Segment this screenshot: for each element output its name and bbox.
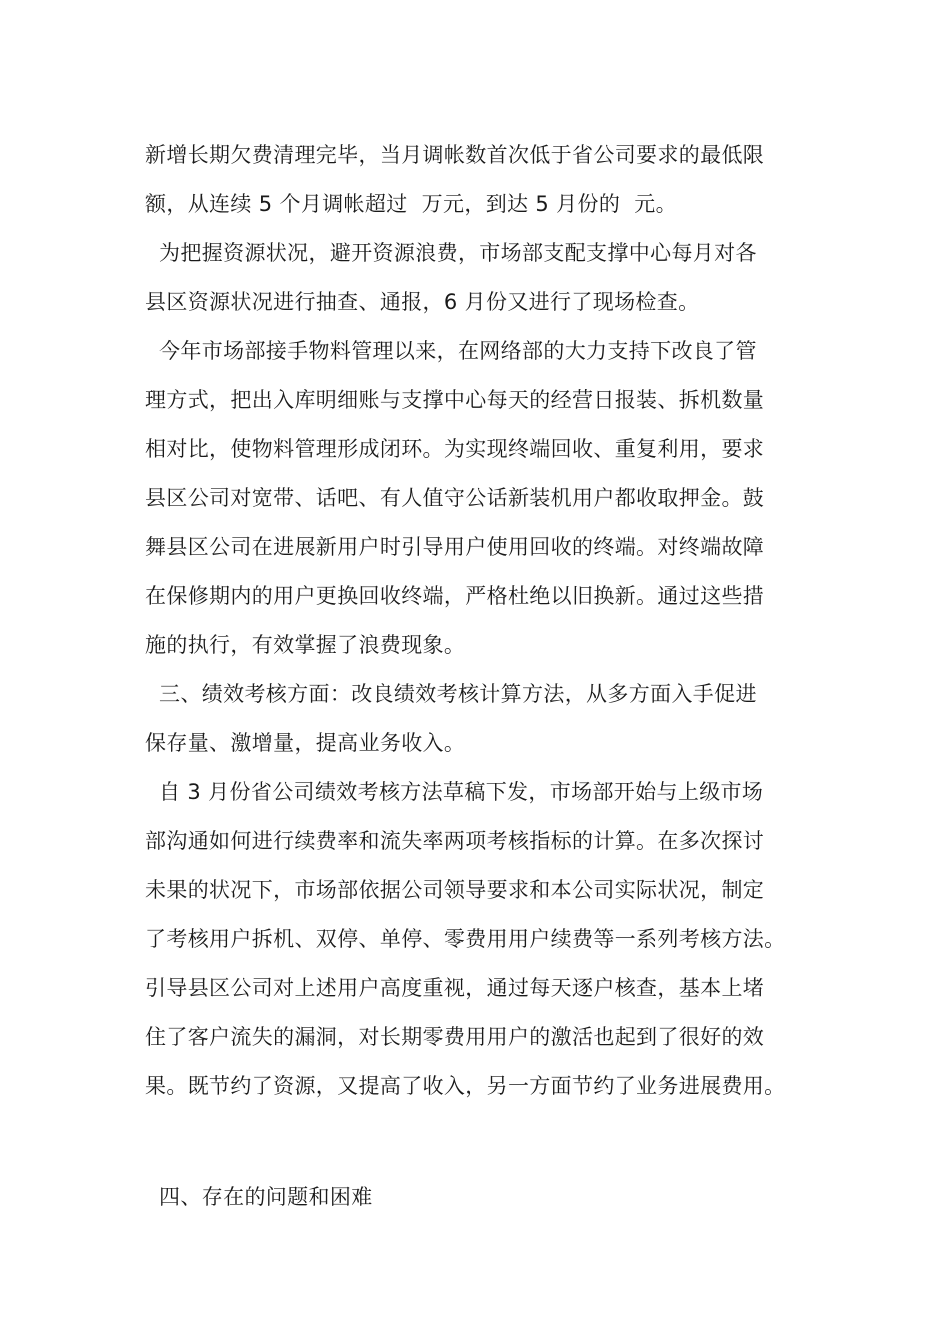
text-line: 果。既节约了资源，又提高了收入，另一方面节约了业务进展费用。 [145, 1074, 786, 1098]
text-line: 保存量、激增量，提高业务收入。 [145, 731, 466, 755]
text-line: 新增长期欠费清理完毕，当月调帐数首次低于省公司要求的最低限 [145, 143, 765, 167]
text-line: 施的执行，有效掌握了浪费现象。 [145, 633, 466, 657]
text-line: 为把握资源状况，避开资源浪费，市场部支配支撑中心每月对各 [145, 241, 757, 265]
text-line: 四、存在的问题和困难 [145, 1185, 373, 1209]
document-body [145, 131, 825, 1222]
text-line: 未果的状况下，市场部依据公司领导要求和本公司实际状况，制定 [145, 878, 765, 902]
section-heading-problems [145, 1173, 825, 1222]
paragraph-1 [145, 131, 825, 229]
text-line: 县区资源状况进行抽查、通报，6 月份又进行了现场检查。 [145, 290, 700, 314]
text-line: 三、绩效考核方面：改良绩效考核计算方法，从多方面入手促进 [145, 682, 757, 706]
text-line: 引导县区公司对上述用户高度重视，通过每天逐户核查，基本上堵 [145, 976, 765, 1000]
text-line: 理方式，把出入库明细账与支撑中心每天的经营日报装、拆机数量 [145, 388, 765, 412]
text-line: 舞县区公司在进展新用户时引导用户使用回收的终端。对终端故障 [145, 535, 765, 559]
text-line: 部沟通如何进行续费率和流失率两项考核指标的计算。在多次探讨 [145, 829, 765, 853]
paragraph-3 [145, 327, 825, 670]
text-line: 了考核用户拆机、双停、单停、零费用用户续费等一系列考核方法。 [145, 927, 786, 951]
paragraph-5 [145, 768, 825, 1111]
text-line: 今年市场部接手物料管理以来，在网络部的大力支持下改良了管 [145, 339, 757, 363]
text-line: 住了客户流失的漏洞，对长期零费用用户的激活也起到了很好的效 [145, 1025, 765, 1049]
text-line: 额，从连续 5 个月调帐超过 万元，到达 5 月份的 元。 [145, 192, 677, 216]
text-line: 在保修期内的用户更换回收终端，严格杜绝以旧换新。通过这些措 [145, 584, 765, 608]
text-line: 自 3 月份省公司绩效考核方法草稿下发，市场部开始与上级市场 [145, 780, 764, 804]
paragraph-2 [145, 229, 825, 327]
section-heading-performance [145, 670, 825, 768]
text-line: 县区公司对宽带、话吧、有人值守公话新装机用户都收取押金。鼓 [145, 486, 765, 510]
text-line: 相对比，使物料管理形成闭环。为实现终端回收、重复利用，要求 [145, 437, 765, 461]
